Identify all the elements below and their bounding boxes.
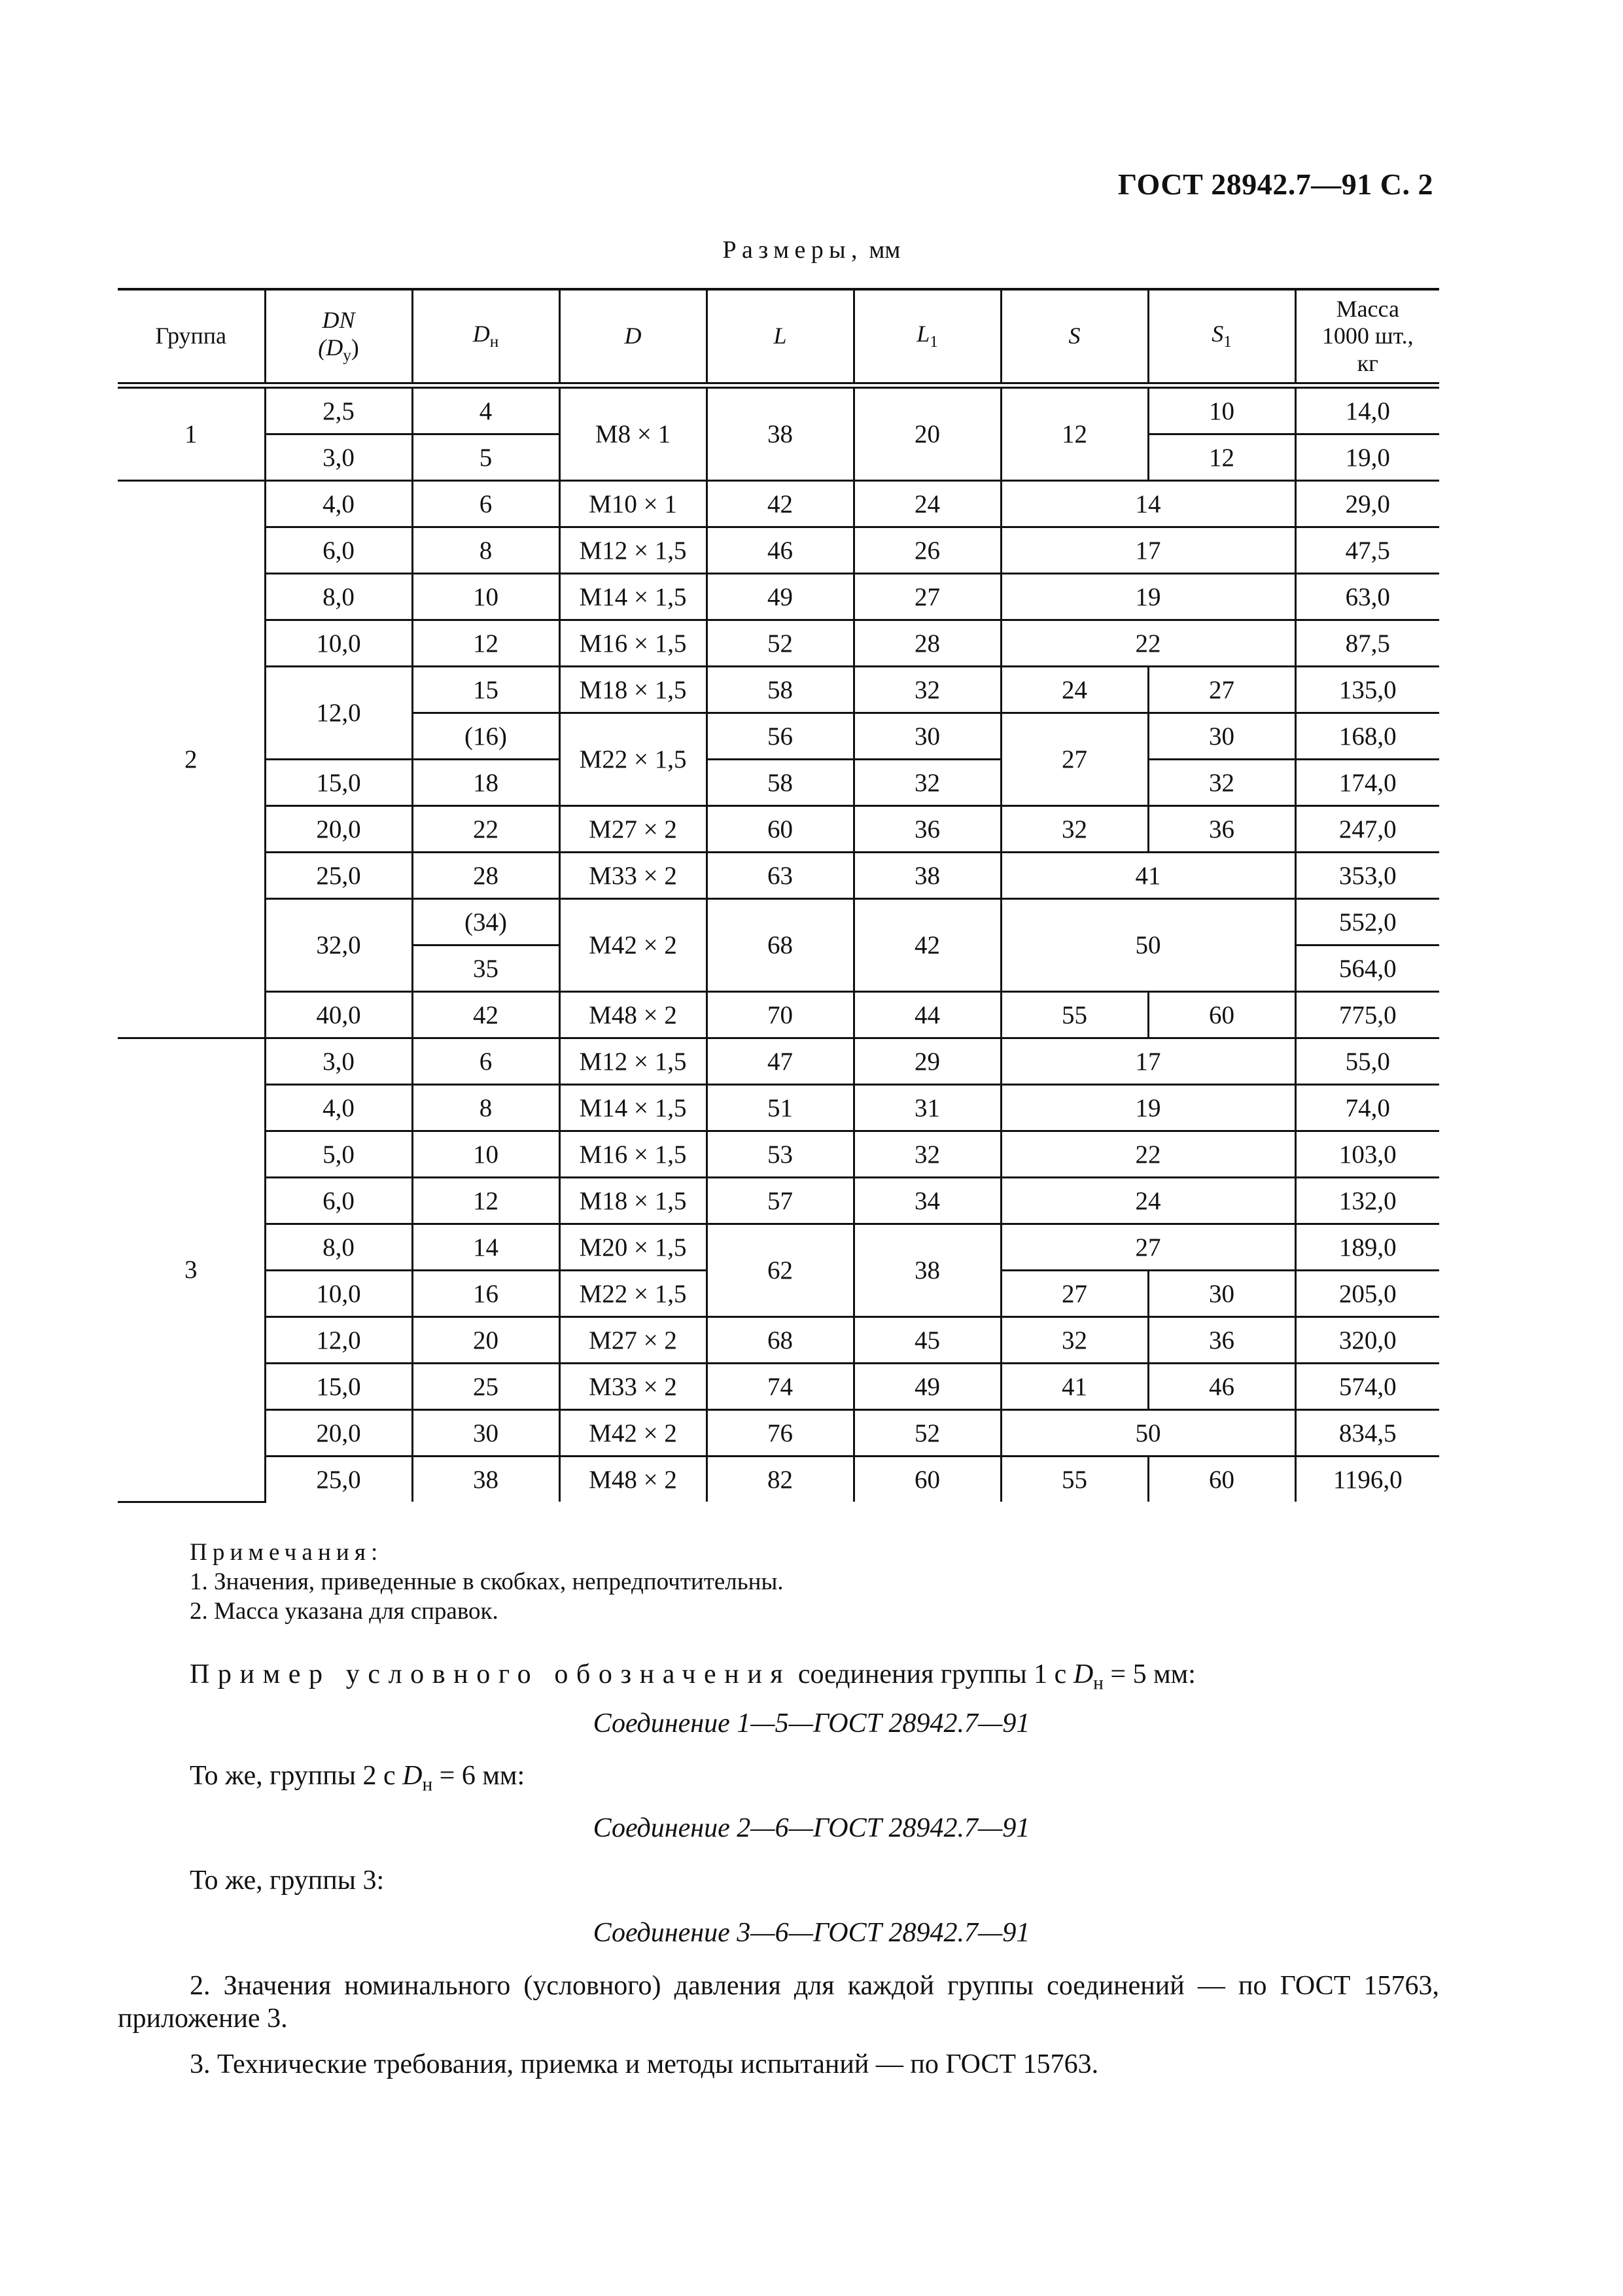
cell: 353,0: [1295, 853, 1439, 899]
cell: 42: [707, 481, 854, 527]
cell: 27: [1001, 1271, 1148, 1317]
table-row: [118, 1131, 1439, 1178]
cell: М27 × 2: [559, 1317, 707, 1364]
example-lead-rest: соединения группы 1 с: [791, 1659, 1073, 1689]
cell: 68: [707, 1317, 854, 1364]
cell: 19: [1001, 1085, 1295, 1131]
cell: М18 × 1,5: [559, 667, 707, 713]
cell: 12,0: [265, 667, 412, 760]
cell: 50: [1001, 1410, 1295, 1457]
cell: 27: [1001, 713, 1148, 806]
cell: 17: [1001, 1038, 1295, 1085]
cell: М8 × 1: [559, 385, 707, 481]
table-row: [118, 1224, 1439, 1271]
cell: 4,0: [265, 1085, 412, 1131]
cell: 19,0: [1295, 434, 1439, 481]
cell: 32: [1001, 806, 1148, 853]
cell: 564,0: [1295, 945, 1439, 992]
same2-dh-sub: н: [422, 1774, 433, 1795]
cell: 12,0: [265, 1317, 412, 1364]
cell: 6: [412, 1038, 559, 1085]
cell: 57: [707, 1178, 854, 1224]
cell: 552,0: [1295, 899, 1439, 945]
cell: 55: [1001, 992, 1148, 1038]
cell: М20 × 1,5: [559, 1224, 707, 1271]
cell: 103,0: [1295, 1131, 1439, 1178]
cell: М14 × 1,5: [559, 574, 707, 620]
designation-1: Соединение 1—5—ГОСТ 28942.7—91: [593, 1708, 1030, 1739]
cell: 31: [854, 1085, 1001, 1131]
cell: 12: [1001, 385, 1148, 481]
cell: 47: [707, 1038, 854, 1085]
cell: 14: [1001, 481, 1295, 527]
cell: 135,0: [1295, 667, 1439, 713]
group-cell: 1: [118, 385, 265, 481]
cell: 74,0: [1295, 1085, 1439, 1131]
cell: М22 × 1,5: [559, 1271, 707, 1317]
cell: 12: [412, 620, 559, 667]
group-cell: 3: [118, 1038, 265, 1502]
cell: 30: [412, 1410, 559, 1457]
cell: 87,5: [1295, 620, 1439, 667]
cell: 51: [707, 1085, 854, 1131]
col-s: S: [1001, 289, 1148, 385]
cell: 8: [412, 527, 559, 574]
table-row: [118, 992, 1439, 1038]
table-row: [118, 1038, 1439, 1085]
cell: 52: [707, 620, 854, 667]
cell: 22: [1001, 1131, 1295, 1178]
cell: 52: [854, 1410, 1001, 1457]
cell: 74: [707, 1364, 854, 1410]
dimensions-table: [118, 288, 1439, 1503]
table-row: [118, 574, 1439, 620]
paragraph-3: 3. Технические требования, приемка и методы испытаний — по ГОСТ 15763.: [190, 2049, 1099, 2079]
paragraph-2: 2. Значения номинального (условного) давления для каждой группы соединений — по ГОСТ 15763, приложение 3.: [118, 1971, 1439, 2034]
same-group-2: То же, группы 2 с $D_н = 6$ мм:: [190, 1761, 525, 1795]
cell: 68: [707, 899, 854, 992]
col-l: L: [707, 289, 854, 385]
table-row: [118, 760, 1439, 806]
cell: 56: [707, 713, 854, 760]
cell: 32: [1148, 760, 1295, 806]
note-2: 2. Масса указана для справок.: [190, 1598, 498, 1625]
cell: 42: [412, 992, 559, 1038]
cell: 775,0: [1295, 992, 1439, 1038]
cell: 8,0: [265, 1224, 412, 1271]
example-tail: = 5 мм:: [1103, 1659, 1196, 1689]
cell: М22 × 1,5: [559, 713, 707, 806]
table-row: [118, 1410, 1439, 1457]
caption-label: Размеры,: [722, 236, 863, 264]
table-row: [118, 527, 1439, 574]
cell: 58: [707, 667, 854, 713]
table-row: [118, 481, 1439, 527]
cell: М12 × 1,5: [559, 1038, 707, 1085]
cell: 16: [412, 1271, 559, 1317]
cell: 22: [1001, 620, 1295, 667]
cell: 10,0: [265, 1271, 412, 1317]
note-1: 1. Значения, приведенные в скобках, непредпочтительны.: [190, 1568, 784, 1596]
cell: 76: [707, 1410, 854, 1457]
cell: 27: [1001, 1224, 1295, 1271]
cell: 22: [412, 806, 559, 853]
cell: 2,5: [265, 385, 412, 434]
cell: 6,0: [265, 1178, 412, 1224]
cell: 28: [854, 620, 1001, 667]
cell: 47,5: [1295, 527, 1439, 574]
cell: 40,0: [265, 992, 412, 1038]
cell: 12: [412, 1178, 559, 1224]
cell: 36: [1148, 1317, 1295, 1364]
cell: 70: [707, 992, 854, 1038]
cell: 17: [1001, 527, 1295, 574]
cell: 32: [854, 1131, 1001, 1178]
col-mass: Масса 1000 шт., кг: [1295, 289, 1439, 385]
cell: 63,0: [1295, 574, 1439, 620]
notes-title: Примечания:: [190, 1539, 383, 1566]
cell: 26: [854, 527, 1001, 574]
cell: 168,0: [1295, 713, 1439, 760]
cell: 24: [1001, 1178, 1295, 1224]
col-dh: $D_н$: [412, 289, 559, 385]
table-row: [118, 1085, 1439, 1131]
cell: 25: [412, 1364, 559, 1410]
cell: 50: [1001, 899, 1295, 992]
table-row: [118, 620, 1439, 667]
cell: 10: [412, 574, 559, 620]
cell: 46: [1148, 1364, 1295, 1410]
cell: М48 × 2: [559, 992, 707, 1038]
cell: 18: [412, 760, 559, 806]
cell: М33 × 2: [559, 1364, 707, 1410]
table-header-row: [118, 289, 1439, 385]
cell: 32,0: [265, 899, 412, 992]
cell: 189,0: [1295, 1224, 1439, 1271]
cell: 174,0: [1295, 760, 1439, 806]
table-row: [118, 385, 1439, 434]
table-row: [118, 1178, 1439, 1224]
cell: 24: [854, 481, 1001, 527]
table-row: [118, 1317, 1439, 1364]
cell: М27 × 2: [559, 806, 707, 853]
col-s1: $S_1$: [1148, 289, 1295, 385]
cell: 41: [1001, 1364, 1148, 1410]
cell: М33 × 2: [559, 853, 707, 899]
cell: 49: [707, 574, 854, 620]
cell: 62: [707, 1224, 854, 1317]
table-row: [118, 1457, 1439, 1502]
cell: 3,0: [265, 1038, 412, 1085]
table-row: [118, 806, 1439, 853]
cell: М12 × 1,5: [559, 527, 707, 574]
cell: 34: [854, 1178, 1001, 1224]
cell: М16 × 1,5: [559, 620, 707, 667]
cell: 320,0: [1295, 1317, 1439, 1364]
example-heading: [190, 1659, 1196, 1694]
cell: 30: [1148, 713, 1295, 760]
cell: 30: [854, 713, 1001, 760]
cell: (34): [412, 899, 559, 945]
table-row: [118, 667, 1439, 713]
cell: 63: [707, 853, 854, 899]
cell: 46: [707, 527, 854, 574]
cell: 132,0: [1295, 1178, 1439, 1224]
cell: 60: [1148, 1457, 1295, 1502]
cell: 574,0: [1295, 1364, 1439, 1410]
cell: 205,0: [1295, 1271, 1439, 1317]
table-row: [118, 853, 1439, 899]
same2-dh-symbol: D: [402, 1761, 423, 1791]
table-caption: [0, 236, 1623, 264]
cell: 20: [412, 1317, 559, 1364]
designation-3: Соединение 3—6—ГОСТ 28942.7—91: [593, 1918, 1030, 1948]
cell: 60: [1148, 992, 1295, 1038]
cell: 12: [1148, 434, 1295, 481]
cell: 25,0: [265, 853, 412, 899]
cell: 49: [854, 1364, 1001, 1410]
cell: 8: [412, 1085, 559, 1131]
cell: 55,0: [1295, 1038, 1439, 1085]
cell: 834,5: [1295, 1410, 1439, 1457]
cell: 29,0: [1295, 481, 1439, 527]
cell: М42 × 2: [559, 899, 707, 992]
cell: 4: [412, 385, 559, 434]
cell: 5: [412, 434, 559, 481]
cell: 36: [854, 806, 1001, 853]
col-l1: $L_1$: [854, 289, 1001, 385]
cell: 19: [1001, 574, 1295, 620]
cell: М16 × 1,5: [559, 1131, 707, 1178]
cell: 25,0: [265, 1457, 412, 1502]
cell: 38: [854, 853, 1001, 899]
cell: М18 × 1,5: [559, 1178, 707, 1224]
notes-block: [190, 1538, 784, 1626]
cell: 14,0: [1295, 385, 1439, 434]
caption-unit: мм: [862, 236, 901, 264]
cell: 44: [854, 992, 1001, 1038]
cell: 10: [412, 1131, 559, 1178]
cell: М42 × 2: [559, 1410, 707, 1457]
cell: 3,0: [265, 434, 412, 481]
cell: 247,0: [1295, 806, 1439, 853]
cell: 35: [412, 945, 559, 992]
cell: 41: [1001, 853, 1295, 899]
cell: 10: [1148, 385, 1295, 434]
cell: 20,0: [265, 1410, 412, 1457]
cell: М10 × 1: [559, 481, 707, 527]
cell: 29: [854, 1038, 1001, 1085]
cell: 32: [854, 667, 1001, 713]
cell: 10,0: [265, 620, 412, 667]
example-dh-sub: н: [1093, 1672, 1104, 1694]
cell: 60: [707, 806, 854, 853]
cell: 27: [854, 574, 1001, 620]
cell: 15: [412, 667, 559, 713]
cell: 38: [707, 385, 854, 481]
table-row: [118, 899, 1439, 945]
cell: 6,0: [265, 527, 412, 574]
cell: 55: [1001, 1457, 1148, 1502]
cell: 82: [707, 1457, 854, 1502]
cell: 38: [854, 1224, 1001, 1317]
example-lead: Пример условного обозначения: [190, 1659, 792, 1689]
cell: 38: [412, 1457, 559, 1502]
col-dn: DN $(D_у)$: [265, 289, 412, 385]
cell: 58: [707, 760, 854, 806]
cell: 6: [412, 481, 559, 527]
same-group-3: То же, группы 3:: [190, 1865, 385, 1896]
cell: М48 × 2: [559, 1457, 707, 1502]
col-d: D: [559, 289, 707, 385]
cell: М14 × 1,5: [559, 1085, 707, 1131]
cell: 32: [1001, 1317, 1148, 1364]
cell: 4,0: [265, 481, 412, 527]
cell: 5,0: [265, 1131, 412, 1178]
cell: 8,0: [265, 574, 412, 620]
col-group: Группа: [118, 289, 265, 385]
cell: 20: [854, 385, 1001, 481]
designation-2: Соединение 2—6—ГОСТ 28942.7—91: [593, 1813, 1030, 1843]
example-dh-symbol: D: [1073, 1659, 1094, 1689]
page-header: ГОСТ 28942.7—91 С. 2: [1117, 168, 1433, 201]
cell: 15,0: [265, 1364, 412, 1410]
cell: 42: [854, 899, 1001, 992]
cell: 30: [1148, 1271, 1295, 1317]
cell: 53: [707, 1131, 854, 1178]
cell: 20,0: [265, 806, 412, 853]
cell: 32: [854, 760, 1001, 806]
cell: 1196,0: [1295, 1457, 1439, 1502]
cell: (16): [412, 713, 559, 760]
cell: 28: [412, 853, 559, 899]
table-row: [118, 1364, 1439, 1410]
cell: 36: [1148, 806, 1295, 853]
cell: 60: [854, 1457, 1001, 1502]
cell: 14: [412, 1224, 559, 1271]
cell: 15,0: [265, 760, 412, 806]
cell: 27: [1148, 667, 1295, 713]
cell: 24: [1001, 667, 1148, 713]
cell: 45: [854, 1317, 1001, 1364]
group-cell: 2: [118, 481, 265, 1038]
